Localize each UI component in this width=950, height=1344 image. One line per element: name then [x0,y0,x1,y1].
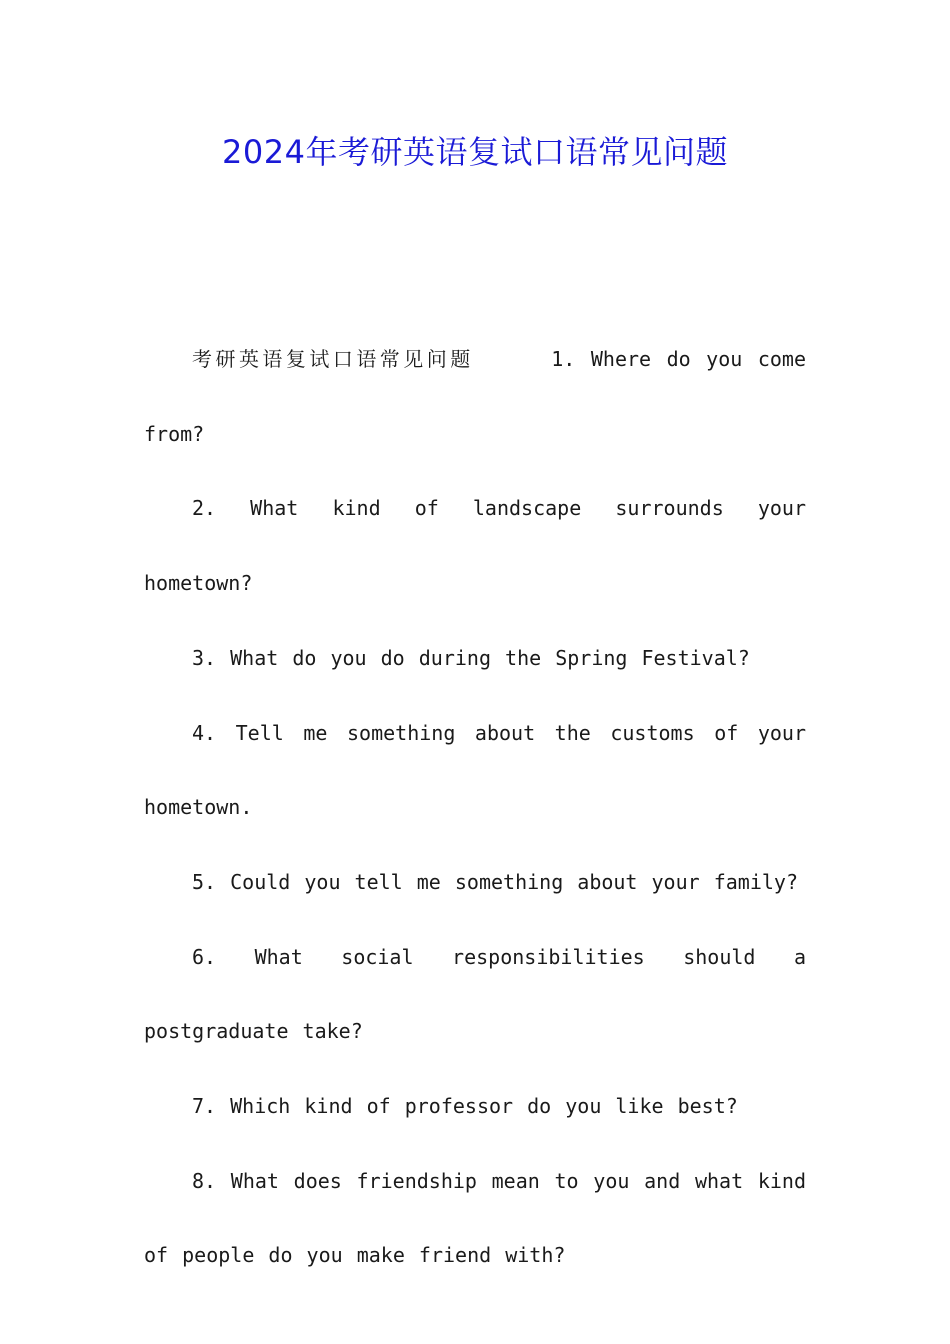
question-4: 4. Tell me something about the customs of your hometown. [144,720,806,820]
question-6: 6. What social responsibilities should a postgraduate take? [144,944,806,1044]
question-8: 8. What does friendship mean to you and what kind of people do you make friend with? [144,1168,806,1268]
question-3: 3. What do you do during the Spring Festival? [192,645,750,670]
document-body [144,322,806,1293]
paragraph-intro [144,322,806,471]
question-7: 7. Which kind of professor do you like best? [192,1094,738,1119]
question-2: 2. What kind of landscape surrounds your hometown? [144,496,806,596]
question-5: 5. Could you tell me something about your family? [192,869,799,894]
intro-heading: 考研英语复试口语常见问题 [192,347,474,371]
question-1: 1. Where do you come from? [144,347,806,446]
document-title: 2024年考研英语复试口语常见问题 [222,133,728,171]
